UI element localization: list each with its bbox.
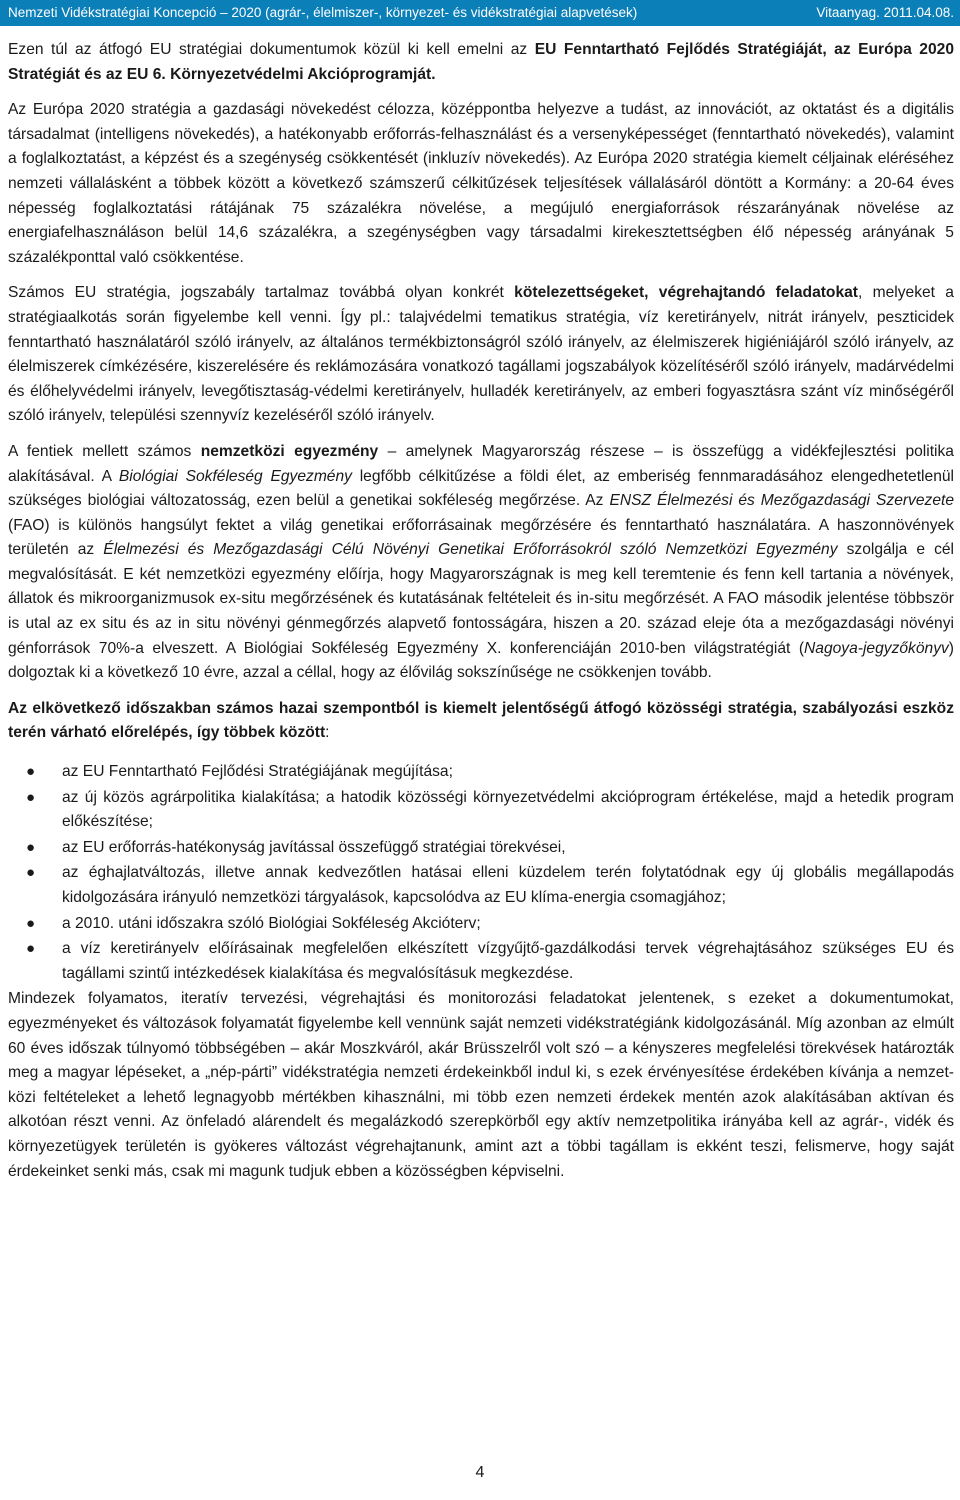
bold-obligations: kötelezettségeket, végrehajtandó feladatokat xyxy=(514,284,858,302)
bullet-icon: ● xyxy=(26,788,36,806)
italic-nagoya-protocol: Nagoya-jegyzőkönyv xyxy=(804,639,949,657)
italic-biodiversity-convention: Biológiai Sokféleség Egyezmény xyxy=(118,467,352,485)
version-date: Vitaanyag. 2011.04.08. xyxy=(816,5,954,20)
bullet-icon: ● xyxy=(26,838,36,856)
list-item: ● az új közös agrárpolitika kialakítása; a hatodik közösségi környezetvédelmi akcióprogram értékelése, majd a hetedik program előkészítése; xyxy=(8,786,954,835)
bold-international-convention: nemzetközi egyezmény xyxy=(200,442,379,460)
paragraph-eu-strategies: Ezen túl az átfogó EU stratégiai dokumentumok közül ki kell emelni az EU Fenntartható Fejlődés Stratégiáját, az Európa 2020 Stratégiát és az EU 6. Környezetvédelmi Akcióprogramját. xyxy=(8,41,954,83)
bullet-icon: ● xyxy=(26,763,36,781)
paragraph-upcoming-developments: Az elkövetkező időszakban számos hazai szempontból is kiemelt jelentőségű átfogó közösségi stratégia, szabályozási eszköz terén várható előrelépés, így többek között: xyxy=(8,699,954,742)
bullet-icon: ● xyxy=(26,940,36,958)
list-item: ● az EU Fenntartható Fejlődési Stratégiájának megújítása; xyxy=(8,760,954,785)
bold-upcoming-heading: Az elkövetkező időszakban számos hazai szempontból is kiemelt jelentőségű átfogó közösségi stratégia, szabályozási eszköz terén várható előrelépés, így többek között xyxy=(8,699,954,742)
list-item: ● az EU erőforrás-hatékonyság javítással összefüggő stratégiai törekvései, xyxy=(8,836,954,861)
list-item: ● az éghajlatváltozás, illetve annak kedvezőtlen hatásai elleni küzdelem terén folytatódnak egy új globális megállapodás kidolgozására irányuló nemzetközi tárgyalások, kapcsolódva az EU klíma-energia csomagjához; xyxy=(8,861,954,910)
list-item: ● a víz keretirányelv előírásainak megfelelően elkészített vízgyűjtő-gazdálkodási tervek végrehajtásához szükséges EU és tagállami szintű intézkedések kialakítása és megvalósításuk megkezdése. xyxy=(8,937,954,986)
paragraph-national-strategy: Mindezek folyamatos, iteratív tervezési, végrehajtási és monitorozási feladatokat jelentenek, s ezeket a dokumentumokat, egyezményeket és változások folyamatát figyelembe kell vennünk saját nemzeti vidékstratégiánk kidolgozásánál. Míg azonban az elmúlt 60 éves időszak túlnyomó többségében – akár Moszkváról, akár Brüsszelről volt szó – a kényszeres megfelelési törekvések határozták meg a magyar lépéseket, a „nép-párti” vidékstratégia nemzeti érdekeinkből indul ki, s ezek érvényesítése érdekében kívánja a nemzetközi feltételeket a lehető legnagyobb mértékben kihasználni, mi több ezen nemzeti érdekek mentén azok alakításában aktívan és alkotóan részt venni. Az önfeladó alárendelt és megalázkodó szerepkörből egy aktív nemzetpolitika irányába kell az agrár-, vidék és környezetügyek területén is gyökeres változást végrehajtanunk, amint azt a többi tagállam is ekként teszi, felismerve, hogy saját érdekeinket senki más, csak mi magunk tudjuk ebben a közösségben képviselni. xyxy=(8,990,954,1180)
page-number: 4 xyxy=(475,1464,485,1481)
paragraph-europe-2020: Az Európa 2020 stratégia a gazdasági növekedést célozza, középpontba helyezve a tudást, az innovációt, az oktatást és a digitális társadalmat (intelligens növekedés), a hatékonyabb erőforrás-felhasználást és a versenyképességet (fenntartható növekedés), valamint a foglalkoztatást, a képzést és a szegénység csökkentését (inkluzív növekedés). Az Európa 2020 stratégia kiemelt céljainak eléréséhez nemzeti vállalásként a többek között a következő számszerű célkitűzések teljesítések vállalásáról döntött a Kormány: a 20-64 éves népesség foglalkoztatási rátájának 75 százalékra növelése, a megújuló energiaforrások részarányának növelése az energiafelhasználáson belül 14,6 százalékra, a szegénységben vagy társadalmi kirekesztettségben élő népesség arányának 5 százalékponttal való csökkentése. xyxy=(8,101,954,266)
italic-plant-genetic-treaty: Élelmezési és Mezőgazdasági Célú Növényi Genetikai Erőforrásokról szóló Nemzetközi Egyezmény xyxy=(103,541,838,559)
bold-strategy-names: EU Fenntartható Fejlődés Stratégiáját, az Európa 2020 Stratégiát és az EU 6. Környezetvédelmi Akcióprogramját xyxy=(8,41,954,83)
document-title: Nemzeti Vidékstratégiai Koncepció – 2020 (agrár-, élelmiszer-, környezet- és vidékstratégiai alapvetések) xyxy=(8,5,638,20)
list-item: ● a 2010. utáni időszakra szóló Biológiai Sokféleség Akcióterv; xyxy=(8,912,954,937)
bullet-icon: ● xyxy=(26,864,36,882)
bullet-icon: ● xyxy=(26,914,36,932)
italic-fao-name: ENSZ Élelmezési és Mezőgazdasági Szervezete xyxy=(609,492,954,510)
paragraph-eu-obligations: Számos EU stratégia, jogszabály tartalmaz továbbá olyan konkrét kötelezettségeket, végrehajtandó feladatokat, melyeket a stratégiaalkotás során figyelembe kell venni. Így pl.: talajvédelmi tematikus stratégia, víz keretirányelv, nitrát irányelv, peszticidek fenntartható használatáról szóló irányelv, az általános termékbiztonságról szóló irányelv, az élelmiszerek higiéniájáról szóló irányelv, az élelmiszerek címkézésére, kiszerelésére és reklámozására vonatkozó tagállami jogszabályok közelítéséről szóló irányelv, madárvédelmi és élőhelyvédelmi irányelv, levegőtisztaság-védelmi keretirányelv, hulladék keretirányelv, az emberi fogyasztásra szánt víz minőségéről szóló irányelv, települési szennyvíz kezeléséről szóló irányelv. xyxy=(8,284,954,425)
page-body xyxy=(8,38,954,1195)
paragraph-international-conventions: A fentiek mellett számos nemzetközi egyezmény – amelynek Magyarország részese – is összefügg a vidékfejlesztési politika alakításával. A Biológiai Sokféleség Egyezmény legfőbb célkitűzése a földi élet, az emberiség fennmaradásához elengedhetetlenül szükséges biológiai változatosság, ezen belül a genetikai sokféleség megőrzése. Az ENSZ Élelmezési és Mezőgazdasági Szervezete (FAO) is különös hangsúlyt fektet a világ genetikai erőforrásainak megőrzésére és fenntartható használatára. A haszonnövények területén az Élelmezési és Mezőgazdasági Célú Növényi Genetikai Erőforrásokról szóló Nemzetközi Egyezmény szolgálja e cél megvalósítását. E két nemzetközi egyezmény előírja, hogy Magyarországnak is meg kell teremtenie és fenn kell tartania a növények, állatok és mikroorganizmusok ex-situ megőrzésének és kutatásának feltételeit és in-situ megőrzését. A FAO második jelentése többször is utal az ex situ és az in situ növényi génmegőrzés alapvető fontosságára, hiszen a 20. század eleje óta a mezőgazdasági növényi génforrások 70%-a elveszett. A Biológiai Sokféleség Egyezmény X. konferenciáján 2010-ben világstratégiát (Nagoya-jegyzőkönyv) dolgoztak ki a következő 10 évre, azzal a céllal, hogy az élővilág sokszínűsége ne csökkenjen tovább. xyxy=(8,442,955,682)
running-header xyxy=(0,0,960,26)
development-list xyxy=(8,760,954,986)
